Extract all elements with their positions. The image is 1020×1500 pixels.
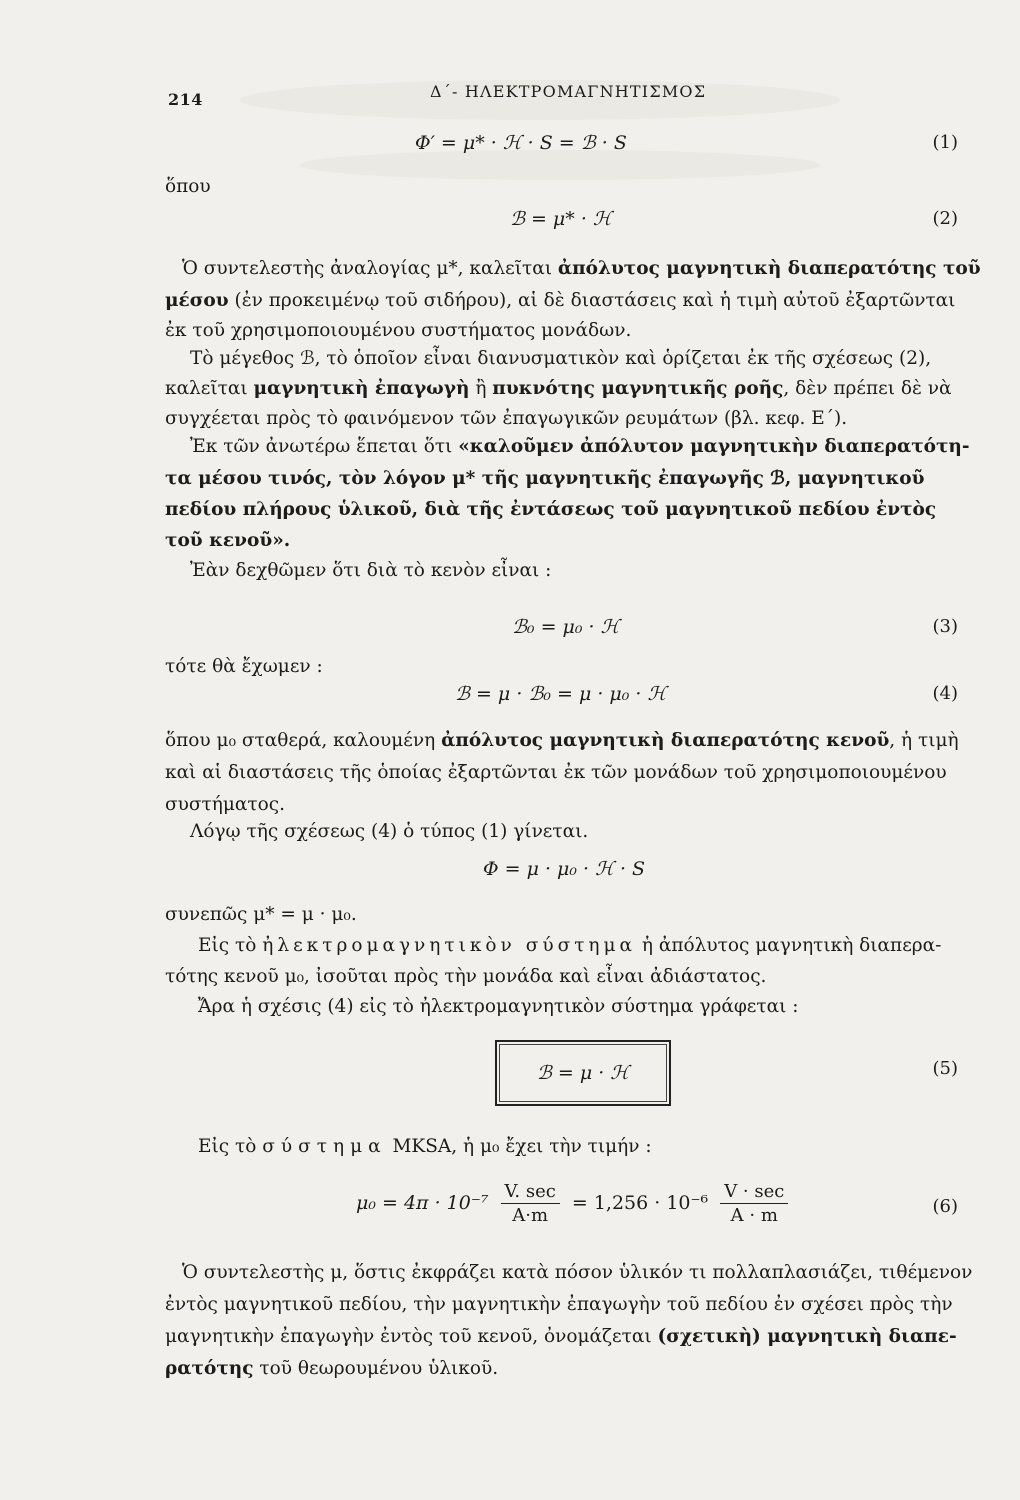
paragraph-4-line-1: Ἐὰν δεχθῶμεν ὅτι διὰ τὸ κενὸν εἶναι : (190, 560, 552, 581)
equation-5-number: (5) (932, 1058, 958, 1079)
text-run: MKSA, ἡ μ₀ ἔχει τὴν τιμήν : (386, 1136, 652, 1157)
paragraph-11-line-2: ἐντὸς μαγνητικοῦ πεδίου, τὴν μαγνητικὴν ἐπαγωγὴν τοῦ πεδίου ἐν σχέσει πρὸς τὴν (165, 1294, 953, 1315)
text-run: μαγνητικὴν ἐπαγωγὴν ἐντὸς τοῦ κενοῦ, ὀνομάζεται (165, 1326, 658, 1347)
text-run: ἢ (469, 378, 493, 399)
paragraph-7-line-1: συνεπῶς μ* = μ · μ₀. (165, 904, 357, 925)
paragraph-9-line-1: Ἄρα ἡ σχέσις (4) εἰς τὸ ἠλεκτρομαγνητικὸν σύστημα γράφεται : (198, 996, 799, 1017)
paragraph-1-line-1 (182, 260, 981, 279)
paragraph-8-line-1 (198, 937, 941, 956)
text-run: (ἐν προκειμένῳ τοῦ σιδήρου), αἱ δὲ διαστάσεις καὶ ἡ τιμὴ αὐτοῦ ἐξαρτῶνται (228, 290, 956, 311)
eq6-fraction-2 (720, 1180, 788, 1228)
equation-6-number: (6) (932, 1196, 958, 1217)
equation-6 (356, 1180, 794, 1228)
text-run: Ὁ συντελεστὴς ἀναλογίας μ*, καλεῖται (182, 258, 558, 279)
text-run: ὅπου μ₀ σταθερά, καλουμένη (165, 730, 442, 751)
equation-1-number: (1) (932, 132, 958, 153)
equation-5: ℬ = μ · ℋ (536, 1062, 630, 1084)
paragraph-8-line-2: τότης κενοῦ μ₀, ἰσοῦται πρὸς τὴν μονάδα καὶ εἶναι ἀδιάστατος. (165, 966, 767, 987)
paragraph-5-line-1 (165, 732, 959, 751)
eq6-frac2-denominator: A · m (730, 1205, 778, 1227)
bold-term: μέσου (165, 290, 229, 311)
paragraph-6-line-1: Λόγῳ τῆς σχέσεως (4) ὁ τύπος (1) γίνεται. (190, 821, 589, 842)
bold-term: ρατότης (165, 1358, 254, 1379)
text-run: ἡ ἀπόλυτος μαγνητικὴ διαπερα- (636, 935, 942, 956)
paragraph-3-line-4: τοῦ κενοῦ». (165, 530, 291, 551)
word-opou: ὅπου (165, 176, 211, 197)
page-header (168, 82, 960, 112)
eq6-frac1-denominator: A·m (512, 1205, 549, 1227)
bold-term: ἀπόλυτος μαγνητικὴ διαπερατότης τοῦ (557, 258, 981, 279)
paragraph-5-line-2: καὶ αἱ διαστάσεις τῆς ὁποίας ἐξαρτῶνται ἐκ τῶν μονάδων τοῦ χρησιμοποιουμένου (165, 762, 947, 783)
eq6-middle: = 1,256 · 10⁻⁶ (571, 1191, 709, 1214)
paragraph-11-line-4 (165, 1360, 498, 1379)
paragraph-11-line-1: Ὁ συντελεστὴς μ, ὅστις ἐκφράζει κατὰ πόσον ὑλικόν τι πολλαπλασιάζει, τιθέμενον (182, 1262, 973, 1283)
bold-term: μαγνητικὴ ἐπαγωγὴ (253, 378, 470, 399)
equation-3: ℬ₀ = μ₀ · ℋ (512, 616, 620, 638)
page-number: 214 (168, 90, 203, 109)
equation-2-number: (2) (932, 208, 958, 229)
boxed-equation-5 (495, 1040, 671, 1106)
eq6-left: μ₀ = 4π · 10⁻⁷ (356, 1191, 489, 1214)
equation-4-number: (4) (932, 683, 958, 704)
paragraph-2-line-3: συγχέεται πρὸς τὸ φαινόμενον τῶν ἐπαγωγικῶν ρευμάτων (βλ. κεφ. Ε΄). (165, 408, 848, 429)
paragraph-1-line-2 (165, 292, 955, 311)
bold-term: πυκνότης μαγνητικῆς ροῆς (492, 378, 784, 399)
equation-1: Φ′ = μ* · ℋ · S = ℬ · S (415, 132, 627, 154)
text-run: Ἐκ τῶν ἀνωτέρω ἕπεται ὅτι (190, 436, 459, 457)
paragraph-11-line-3 (165, 1328, 957, 1347)
equation-phi: Φ = μ · μ₀ · ℋ · S (483, 858, 646, 880)
paragraph-10-line-1 (198, 1138, 652, 1157)
text-run: καλεῖται (165, 378, 254, 399)
text-run: Εἰς τὸ (198, 935, 263, 956)
bold-definition: «καλοῦμεν ἀπόλυτον μαγνητικὴν διαπερατότη- (458, 436, 970, 457)
text-run: τοῦ θεωρουμένου ὑλικοῦ. (253, 1358, 499, 1379)
paragraph-3-line-3: πεδίου πλήρους ὑλικοῦ, διὰ τῆς ἐντάσεως τοῦ μαγνητικοῦ πεδίου ἐντὸς (165, 499, 937, 520)
equation-4: ℬ = μ · ℬ₀ = μ · μ₀ · ℋ (455, 683, 667, 705)
eq6-frac1-numerator: V. sec (501, 1180, 560, 1204)
running-head: Δ΄- ΗΛΕΚΤΡΟΜΑΓΝΗΤΙΣΜΟΣ (430, 82, 707, 101)
paragraph-3-line-2: τα μέσου τινός, τὸν λόγον μ* τῆς μαγνητικῆς ἐπαγωγῆς ℬ, μαγνητικοῦ (165, 468, 925, 489)
bold-term: (σχετικὴ) μαγνητικὴ διαπε- (657, 1326, 957, 1347)
text-run: Εἰς τὸ (198, 1136, 263, 1157)
eq6-fraction-1 (501, 1180, 560, 1228)
paragraph-1-line-3: ἐκ τοῦ χρησιμοποιουμένου συστήματος μονάδων. (165, 320, 632, 341)
text-run: , ἡ τιμὴ (889, 730, 959, 751)
paragraph-3-line-1 (190, 438, 970, 457)
text-run: , δὲν πρέπει δὲ νὰ (783, 378, 952, 399)
bleed-through-shadow (300, 150, 820, 180)
eq6-frac2-numerator: V · sec (720, 1180, 788, 1204)
spaced-term: σύστημα (262, 1136, 387, 1157)
paragraph-5-line-3: συστήματος. (165, 794, 285, 815)
equation-3-number: (3) (932, 616, 958, 637)
word-tote: τότε θὰ ἔχωμεν : (165, 656, 323, 677)
paragraph-2-line-1: Τὸ μέγεθος ℬ, τὸ ὁποῖον εἶναι διανυσματικὸν καὶ ὁρίζεται ἐκ τῆς σχέσεως (2), (190, 348, 932, 369)
bold-term: ἀπόλυτος μαγνητικὴ διαπερατότης κενοῦ (441, 730, 890, 751)
spaced-term: ἠλεκτρομαγνητικὸν σύστημα (262, 935, 637, 956)
equation-2: ℬ = μ* · ℋ (510, 208, 612, 230)
paragraph-2-line-2 (165, 380, 952, 399)
